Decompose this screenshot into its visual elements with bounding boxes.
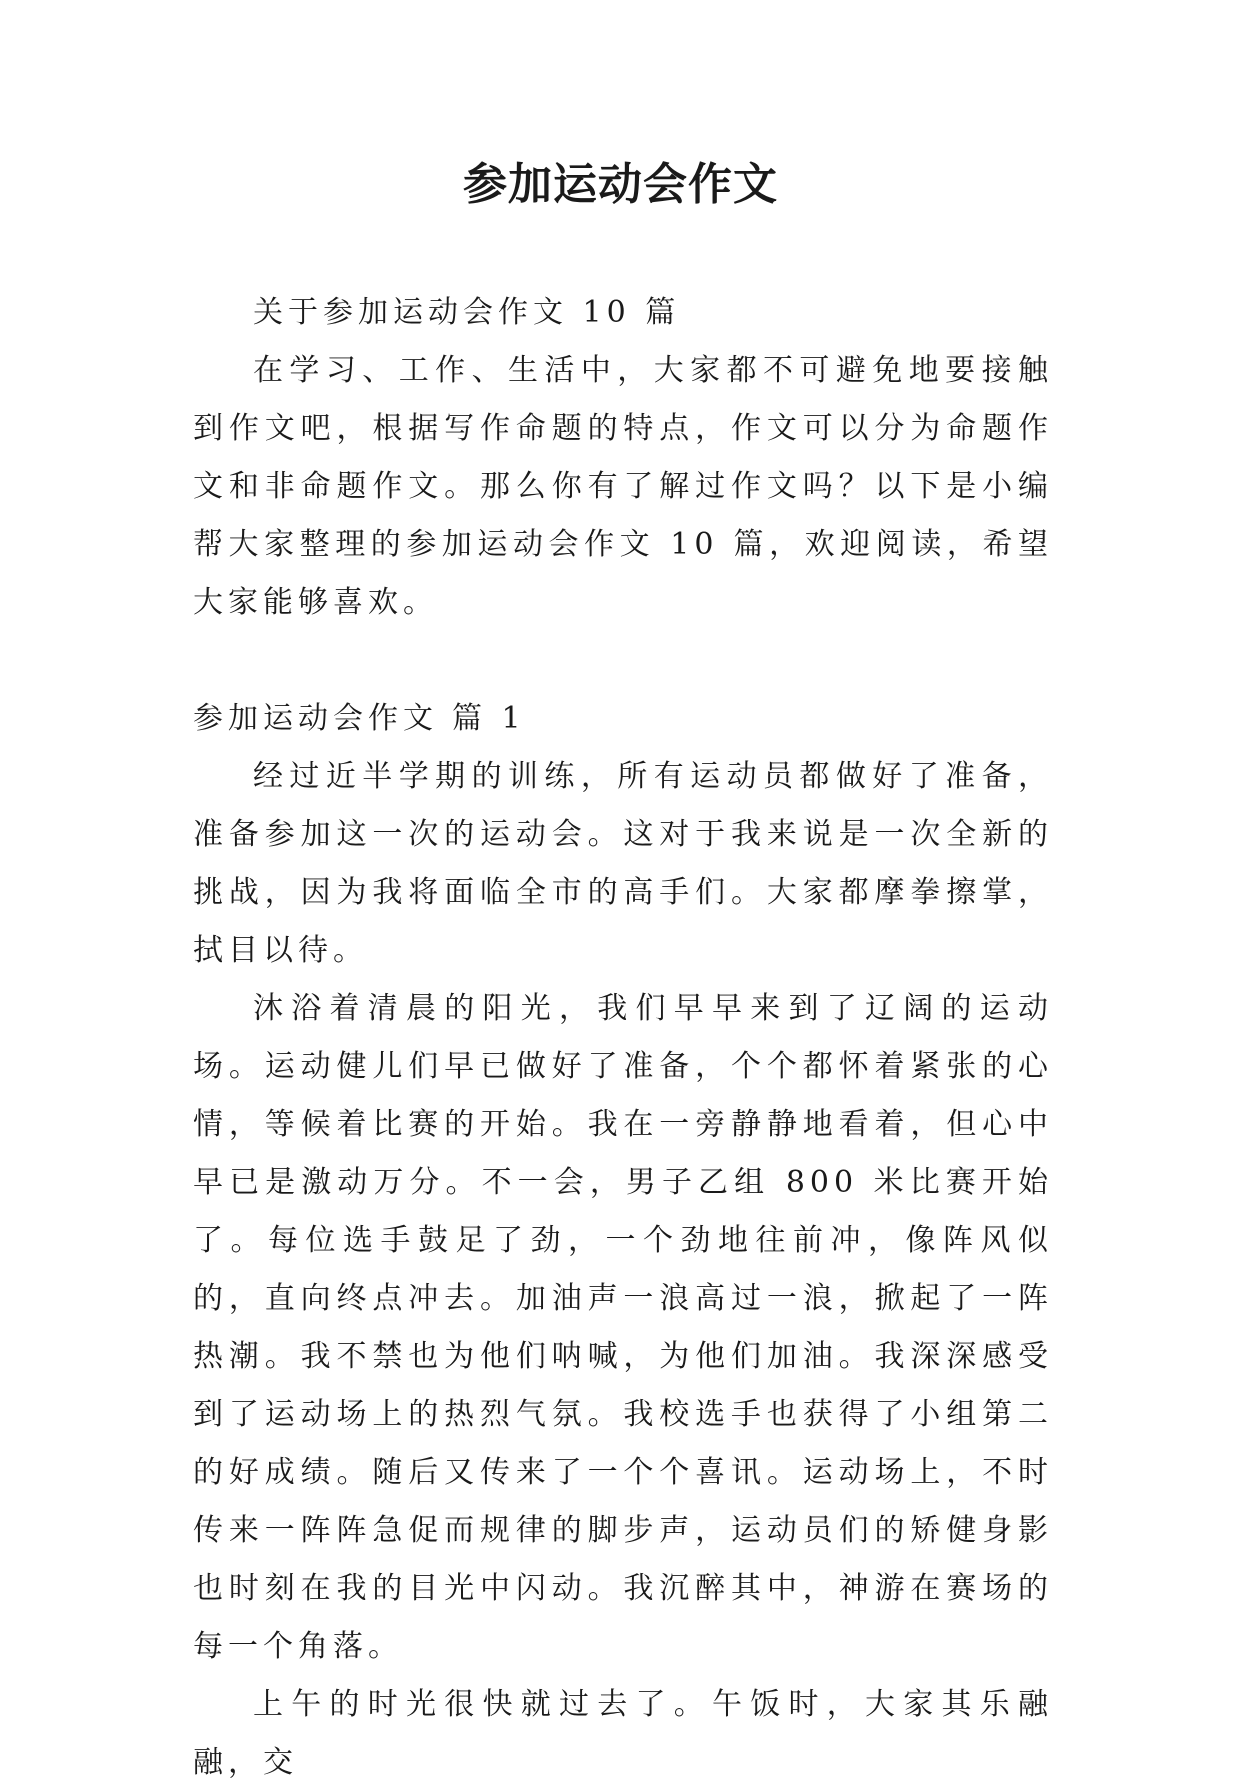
body-paragraph-2: 沐浴着清晨的阳光，我们早早来到了辽阔的运动场。运动健儿们早已做好了准备，个个都怀着紧张的心情，等候着比赛的开始。我在一旁静静地看着，但心中早已是激动万分。不一会，男子乙组 800 米比赛开始了。每位选手鼓足了劲，一个劲地往前冲，像阵风似的，直向终点冲去。加油声一浪高过一浪，掀起了一阵热潮。我不禁也为他们呐喊，为他们加油。我深深感受到了运动场上的热烈气氛。我校选手也获得了小组第二的好成绩。随后又传来了一个个喜讯。运动场上，不时传来一阵阵急促而规律的脚步声，运动员们的矫健身影也时刻在我的目光中闪动。我沉醉其中，神游在赛场的每一个角落。: [193, 991, 1053, 1664]
document-subtitle: 关于参加运动会作文 10 篇: [253, 295, 681, 330]
section-heading-number: 篇 1: [452, 701, 526, 736]
body-paragraph-1: 经过近半学期的训练，所有运动员都做好了准备，准备参加这一次的运动会。这对于我来说是一次全新的挑战，因为我将面临全市的高手们。大家都摩拳擦掌，拭目以待。: [193, 759, 1053, 968]
section-heading: [193, 690, 1053, 748]
body-paragraph-3: 上午的时光很快就过去了。午饭时，大家其乐融融，交: [193, 1687, 1053, 1780]
section-heading-text: 参加运动会作文: [193, 701, 438, 736]
document-body: [193, 284, 1053, 1792]
intro-paragraph: 在学习、工作、生活中，大家都不可避免地要接触到作文吧，根据写作命题的特点，作文可以分为命题作文和非命题作文。那么你有了解过作文吗？以下是小编帮大家整理的参加运动会作文 10 篇，欢迎阅读，希望大家能够喜欢。: [193, 353, 1053, 620]
document-title: 参加运动会作文: [463, 159, 778, 210]
